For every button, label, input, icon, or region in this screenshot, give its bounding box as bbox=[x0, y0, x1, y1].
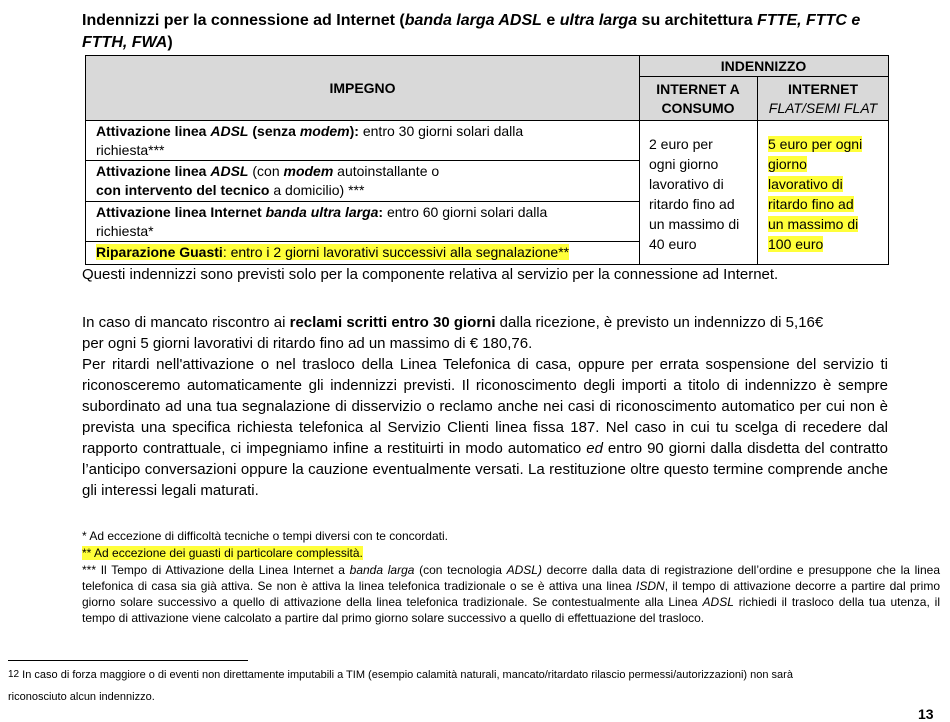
impegno-header: IMPEGNO bbox=[86, 56, 639, 120]
footnote: $^{12}$ In caso di forza maggiore o di eventi non direttamente imputabili a TIM (esempio calamità naturali, mancato/ritardato rilascio permessi/autorizzazioni) non sarà riconosciuto alcun indennizzo. bbox=[8, 669, 793, 703]
table-row: Attivazione linea ADSL (senza modem): entro 30 giorni solari dalla richiesta*** bbox=[96, 123, 524, 158]
note-2: ** Ad eccezione dei guasti di particolare complessità. bbox=[82, 546, 363, 560]
note-3: *** Il Tempo di Attivazione della Linea Internet a banda larga (con tecnologia ADSL) decorre dalla data di registrazione dell’ordine e presuppone che la linea telefonica di casa sia già attiva. Se non è attiva la linea telefonica tradizionale o se è attiva una linea ISDN, il tempo di attivazione decorre a partire dal primo giorno solare successivo a quello di attivazione della linea telefonica tradizionale. Se contestualmente alla Linea ADSL richiedi il trasloco della tua utenza, il tempo di attivazione viene calcolato a partire dal primo giorno solare successivo a quello di effettuazione del trasloco. bbox=[82, 563, 940, 625]
consumo-value: 2 euro per ogni giorno lavorativo di ritardo fino ad un massimo di 40 euro bbox=[649, 136, 740, 252]
divider bbox=[639, 76, 888, 77]
divider bbox=[86, 160, 639, 161]
divider bbox=[757, 77, 758, 264]
divider bbox=[86, 201, 639, 202]
page-number: 13 bbox=[918, 706, 934, 722]
compensation-table bbox=[85, 55, 889, 265]
table-row: Attivazione linea Internet banda ultra larga: entro 60 giorni solari dalla richiesta* bbox=[96, 204, 548, 239]
divider bbox=[86, 120, 888, 121]
flat-header: INTERNET FLAT/SEMI FLAT bbox=[758, 77, 888, 120]
divider bbox=[639, 56, 640, 264]
delays-paragraph: Per ritardi nell'attivazione o nel trasloco della Linea Telefonica di casa, oppure per errata sospensione del servizio ti riconosceremo automaticamente gli indennizzi previsti. Il riconoscimento degli importi a titolo di indennizzo è sempre subordinato ad una tua segnalazione di disservizio o reclamo anche nei casi di riconoscimento automatico per cui non è prevista una specifica richiesta telefonica al Servizio Clienti linea fissa 187. Nel caso in cui tu scelga di recedere dal rapporto contrattuale, ci impegniamo infine a restituirti in modo automatico ed entro 90 giorni dalla disdetta del contratto l’anticipo conversazioni oppure la cauzione eventualmente versati. La restituzione oltre questo termine comprende anche gli interessi legali maturati. bbox=[82, 356, 888, 499]
complaints-paragraph: In caso di mancato riscontro ai reclami scritti entro 30 giorni dalla ricezione, è previsto un indennizzo di 5,16€ per ogni 5 giorni lavorativi di ritardo fino ad un massimo di € 180,76. bbox=[82, 314, 824, 352]
note-paragraph: Questi indennizzi sono previsti solo per la componente relativa al servizio per la connessione ad Internet. bbox=[82, 266, 779, 283]
footnote-separator bbox=[8, 660, 248, 661]
note-1: * Ad eccezione di difficoltà tecniche o tempi diversi con te concordati. bbox=[82, 529, 448, 543]
table-row: Riparazione Guasti: entro i 2 giorni lavorativi successivi alla segnalazione** bbox=[96, 244, 570, 260]
flat-value: 5 euro per ogni giorno lavorativo di ritardo fino ad un massimo di 100 euro bbox=[768, 136, 863, 252]
table-row: Attivazione linea ADSL (con modem autoinstallante o con intervento del tecnico a domicilio) *** bbox=[96, 163, 440, 198]
indennizzo-header: INDENNIZZO bbox=[639, 56, 888, 76]
divider bbox=[86, 241, 639, 242]
consumo-header: INTERNET A CONSUMO bbox=[639, 77, 757, 120]
section-title: Indennizzi per la connessione ad Internet (banda larga ADSL e ultra larga su architettura FTTE, FTTC e FTTH, FWA) bbox=[82, 12, 861, 51]
